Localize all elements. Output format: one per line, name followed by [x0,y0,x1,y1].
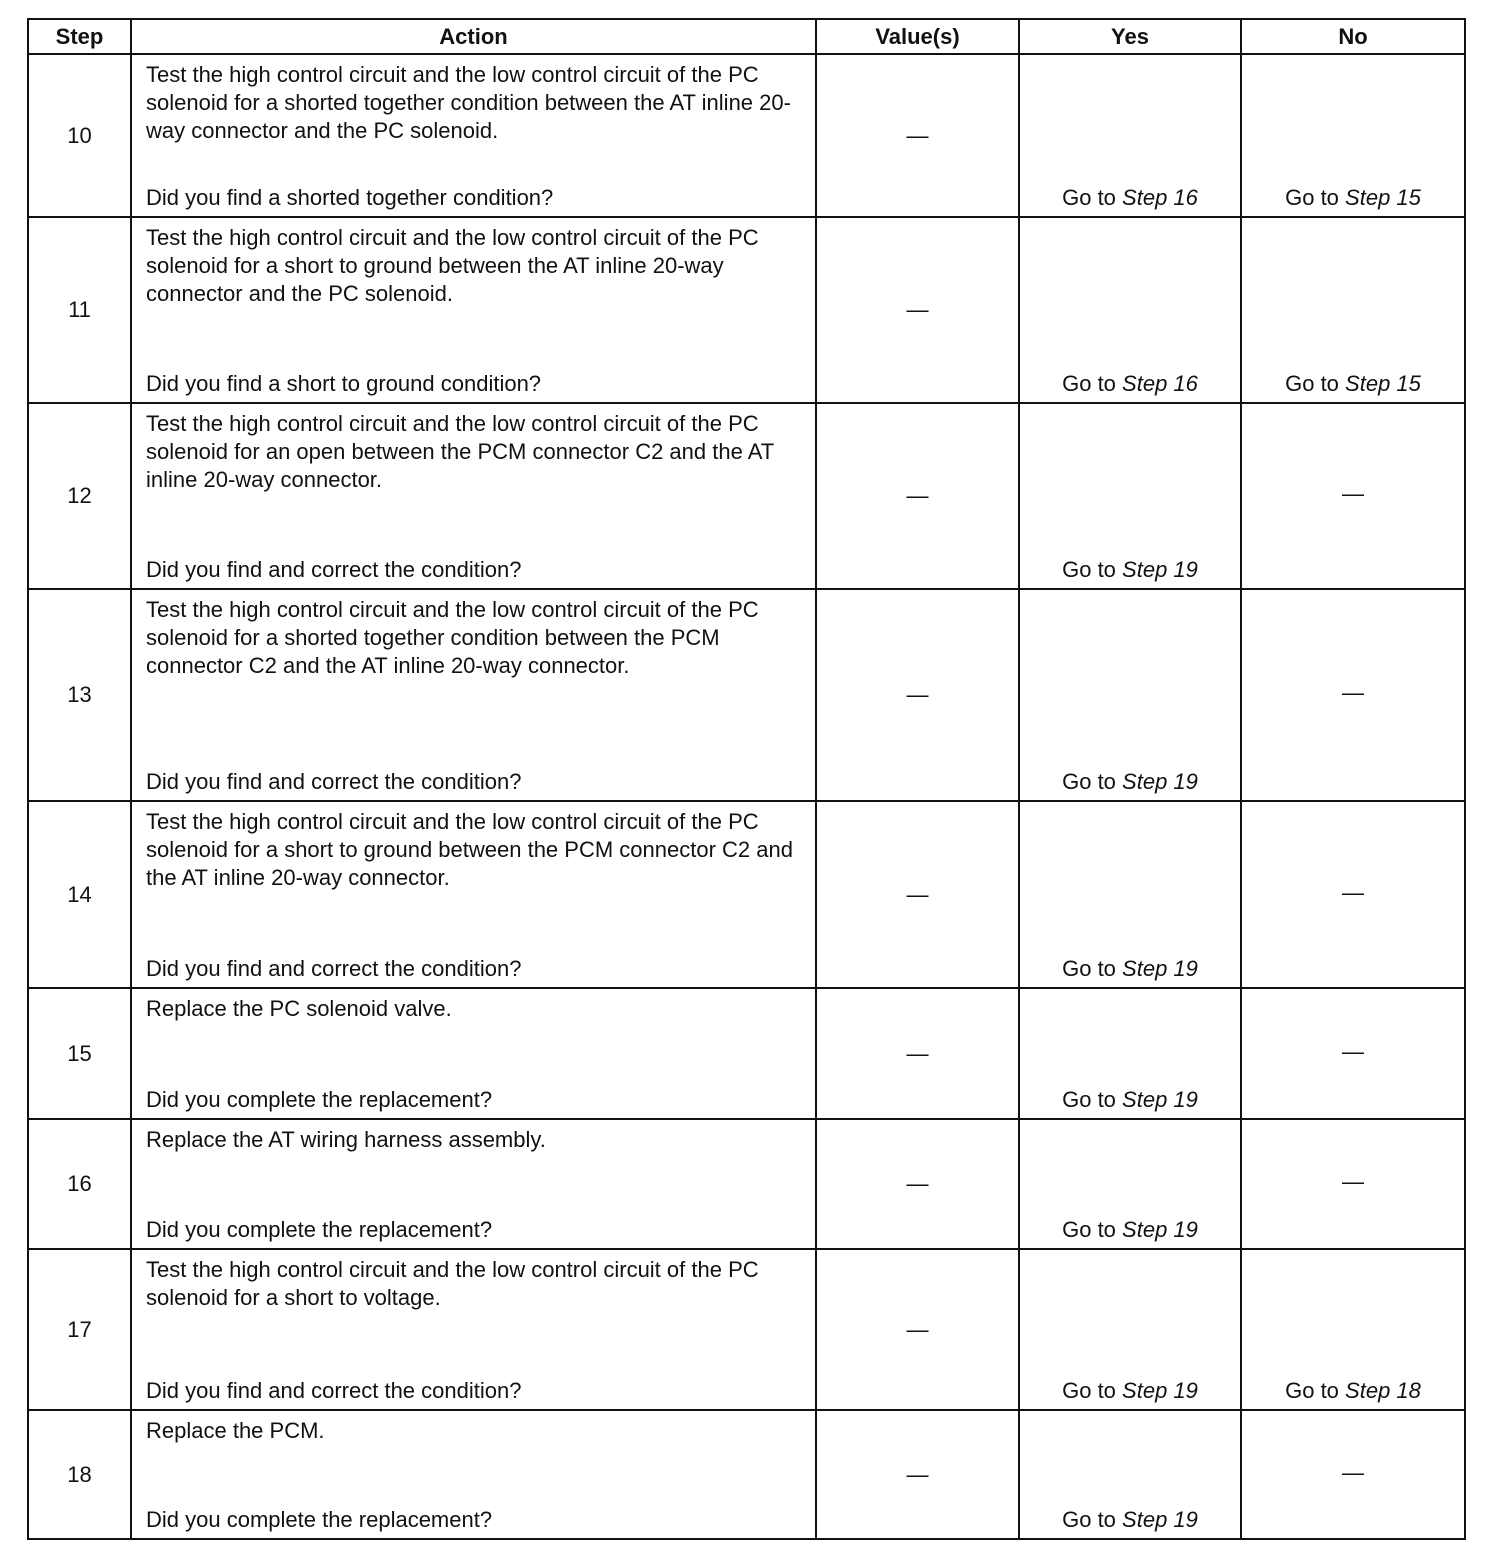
table-row [28,589,1465,801]
table-row [28,1410,1465,1539]
action-description: Test the high control circuit and the low control circuit of the PC solenoid for a shorted together condition between the PCM connector C2 and the AT inline 20-way connector. [146,597,759,678]
table-row [28,54,1465,217]
table-row [28,1119,1465,1249]
yes-prefix: Go to [1062,1217,1116,1242]
table-row [28,988,1465,1119]
action-question: Did you complete the replacement? [146,1507,493,1532]
no-prefix: Go to [1285,371,1339,396]
value-cell: — [816,217,1019,403]
action-description: Test the high control circuit and the low control circuit of the PC solenoid for a short to voltage. [146,1257,759,1310]
yes-cell [1019,1410,1241,1539]
action-description: Test the high control circuit and the low control circuit of the PC solenoid for an open between the PCM connector C2 and the AT inline 20-way connector. [146,411,774,492]
value-cell: — [816,403,1019,589]
value-cell: — [816,1249,1019,1410]
value-cell: — [816,988,1019,1119]
action-cell [131,589,816,801]
step-number: 13 [28,589,131,801]
step-number: 16 [28,1119,131,1249]
yes-cell [1019,217,1241,403]
header-step: Step [28,19,131,54]
step-number: 10 [28,54,131,217]
table-row [28,1249,1465,1410]
no-cell: — [1241,1410,1465,1539]
no-prefix: Go to [1285,1378,1339,1403]
action-question: Did you find a short to ground condition? [146,371,542,396]
yes-step-link[interactable]: Step 19 [1122,769,1198,794]
yes-step-link[interactable]: Step 19 [1122,1507,1198,1532]
value-cell: — [816,1410,1019,1539]
no-step-link[interactable]: Step 15 [1345,185,1421,210]
header-values: Value(s) [816,19,1019,54]
yes-cell [1019,801,1241,988]
action-question: Did you find and correct the condition? [146,557,522,582]
yes-prefix: Go to [1062,371,1116,396]
step-number: 11 [28,217,131,403]
yes-cell [1019,54,1241,217]
step-number: 15 [28,988,131,1119]
no-cell: — [1241,801,1465,988]
action-description: Test the high control circuit and the low control circuit of the PC solenoid for a short to ground between the PCM connector C2 and the AT inline 20-way connector. [146,809,793,890]
step-number: 12 [28,403,131,589]
no-cell: — [1241,988,1465,1119]
yes-step-link[interactable]: Step 19 [1122,956,1198,981]
action-cell [131,988,816,1119]
no-prefix: Go to [1285,185,1339,210]
action-cell [131,217,816,403]
yes-prefix: Go to [1062,557,1116,582]
action-cell [131,801,816,988]
no-cell [1241,54,1465,217]
step-number: 14 [28,801,131,988]
table-row [28,217,1465,403]
yes-cell [1019,589,1241,801]
no-cell: — [1241,589,1465,801]
action-cell [131,1410,816,1539]
value-cell: — [816,54,1019,217]
action-cell [131,1119,816,1249]
action-cell [131,54,816,217]
header-yes: Yes [1019,19,1241,54]
table-row [28,403,1465,589]
yes-step-link[interactable]: Step 19 [1122,1217,1198,1242]
action-question: Did you find and correct the condition? [146,1378,522,1403]
yes-step-link[interactable]: Step 19 [1122,1378,1198,1403]
action-question: Did you find and correct the condition? [146,956,522,981]
yes-prefix: Go to [1062,956,1116,981]
no-cell: — [1241,403,1465,589]
action-description: Replace the PC solenoid valve. [146,996,452,1021]
diagnostic-table [27,18,1466,1540]
yes-cell [1019,403,1241,589]
yes-step-link[interactable]: Step 19 [1122,1087,1198,1112]
no-cell: — [1241,1119,1465,1249]
yes-step-link[interactable]: Step 19 [1122,557,1198,582]
action-question: Did you find and correct the condition? [146,769,522,794]
action-question: Did you complete the replacement? [146,1217,493,1242]
value-cell: — [816,801,1019,988]
yes-cell [1019,988,1241,1119]
yes-prefix: Go to [1062,1087,1116,1112]
no-step-link[interactable]: Step 18 [1345,1378,1421,1403]
action-question: Did you complete the replacement? [146,1087,493,1112]
header-row [28,19,1465,54]
step-number: 18 [28,1410,131,1539]
header-no: No [1241,19,1465,54]
value-cell: — [816,589,1019,801]
no-cell [1241,217,1465,403]
yes-step-link[interactable]: Step 16 [1122,185,1198,210]
yes-cell [1019,1249,1241,1410]
action-cell [131,1249,816,1410]
action-description: Replace the AT wiring harness assembly. [146,1127,546,1152]
yes-cell [1019,1119,1241,1249]
yes-prefix: Go to [1062,1378,1116,1403]
action-description: Replace the PCM. [146,1418,325,1443]
yes-prefix: Go to [1062,185,1116,210]
header-action: Action [131,19,816,54]
yes-prefix: Go to [1062,769,1116,794]
no-cell [1241,1249,1465,1410]
yes-step-link[interactable]: Step 16 [1122,371,1198,396]
yes-prefix: Go to [1062,1507,1116,1532]
value-cell: — [816,1119,1019,1249]
step-number: 17 [28,1249,131,1410]
action-description: Test the high control circuit and the low control circuit of the PC solenoid for a shorted together condition between the AT inline 20-way connector and the PC solenoid. [146,62,791,143]
action-cell [131,403,816,589]
action-question: Did you find a shorted together condition? [146,185,554,210]
no-step-link[interactable]: Step 15 [1345,371,1421,396]
action-description: Test the high control circuit and the low control circuit of the PC solenoid for a short to ground between the AT inline 20-way connector and the PC solenoid. [146,225,759,306]
table-row [28,801,1465,988]
